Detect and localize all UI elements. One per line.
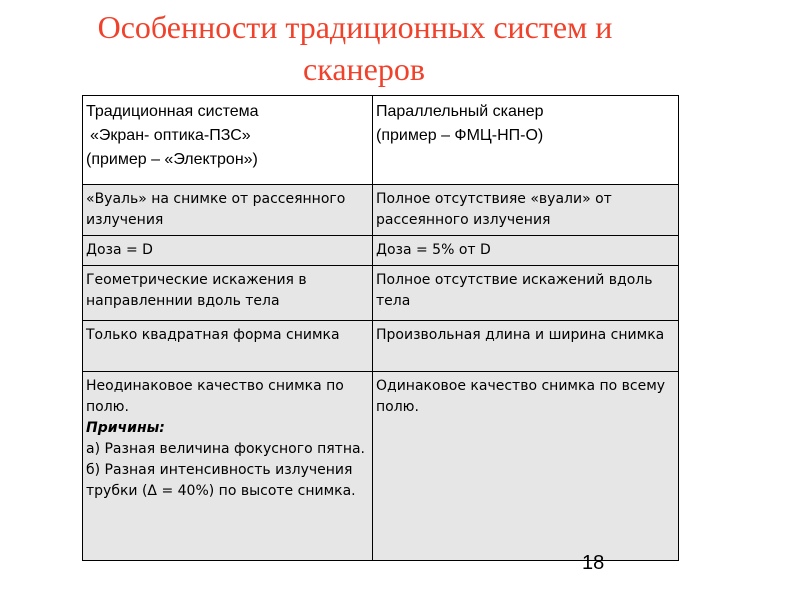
reason-b: б) Разная интенсивность излучения трубки (Δ = 40%) по высоте снимка. — [86, 462, 356, 499]
cell-scanner: Одинаковое качество снимка по всему полю. — [373, 372, 679, 561]
cell-scanner: Полное отсутствие искажений вдоль тела — [373, 266, 679, 321]
table-row — [83, 372, 679, 561]
comparison-table — [82, 95, 679, 561]
reasons-label: Причины: — [86, 420, 165, 436]
header-left-line-3: (пример – «Электрон») — [86, 151, 258, 168]
slide-title — [0, 0, 800, 90]
table-row — [83, 236, 679, 266]
header-traditional-system — [83, 96, 373, 185]
title-line-2: сканеров — [303, 51, 425, 87]
reason-a: а) Разная величина фокусного пятна. — [86, 441, 366, 457]
header-left-line-1: Традиционная система — [86, 103, 259, 120]
title-line-1: Особенности традиционных систем и — [97, 9, 613, 45]
table-row — [83, 185, 679, 236]
table-row — [83, 321, 679, 372]
header-parallel-scanner — [373, 96, 679, 185]
cell-scanner: Полное отсутствияе «вуали» от рассеянного излучения — [373, 185, 679, 236]
header-left-line-2: «Экран- оптика-ПЗС» — [90, 127, 251, 144]
cell-traditional — [83, 372, 373, 561]
cell-traditional: Доза = D — [83, 236, 373, 266]
quality-intro: Неодинаковое качество снимка по полю. — [86, 378, 344, 415]
cell-traditional: Только квадратная форма снимка — [83, 321, 373, 372]
cell-scanner: Произвольная длина и ширина снимка — [373, 321, 679, 372]
cell-traditional: «Вуаль» на снимке от рассеянного излучения — [83, 185, 373, 236]
table-header-row — [83, 96, 679, 185]
cell-traditional: Геометрические искажения в направленнии вдоль тела — [83, 266, 373, 321]
page-number: 18 — [582, 552, 605, 574]
header-right-line-1: Параллельный сканер — [376, 103, 544, 120]
header-right-line-2: (пример – ФМЦ-НП-О) — [376, 127, 544, 144]
cell-scanner: Доза = 5% от D — [373, 236, 679, 266]
table-row — [83, 266, 679, 321]
